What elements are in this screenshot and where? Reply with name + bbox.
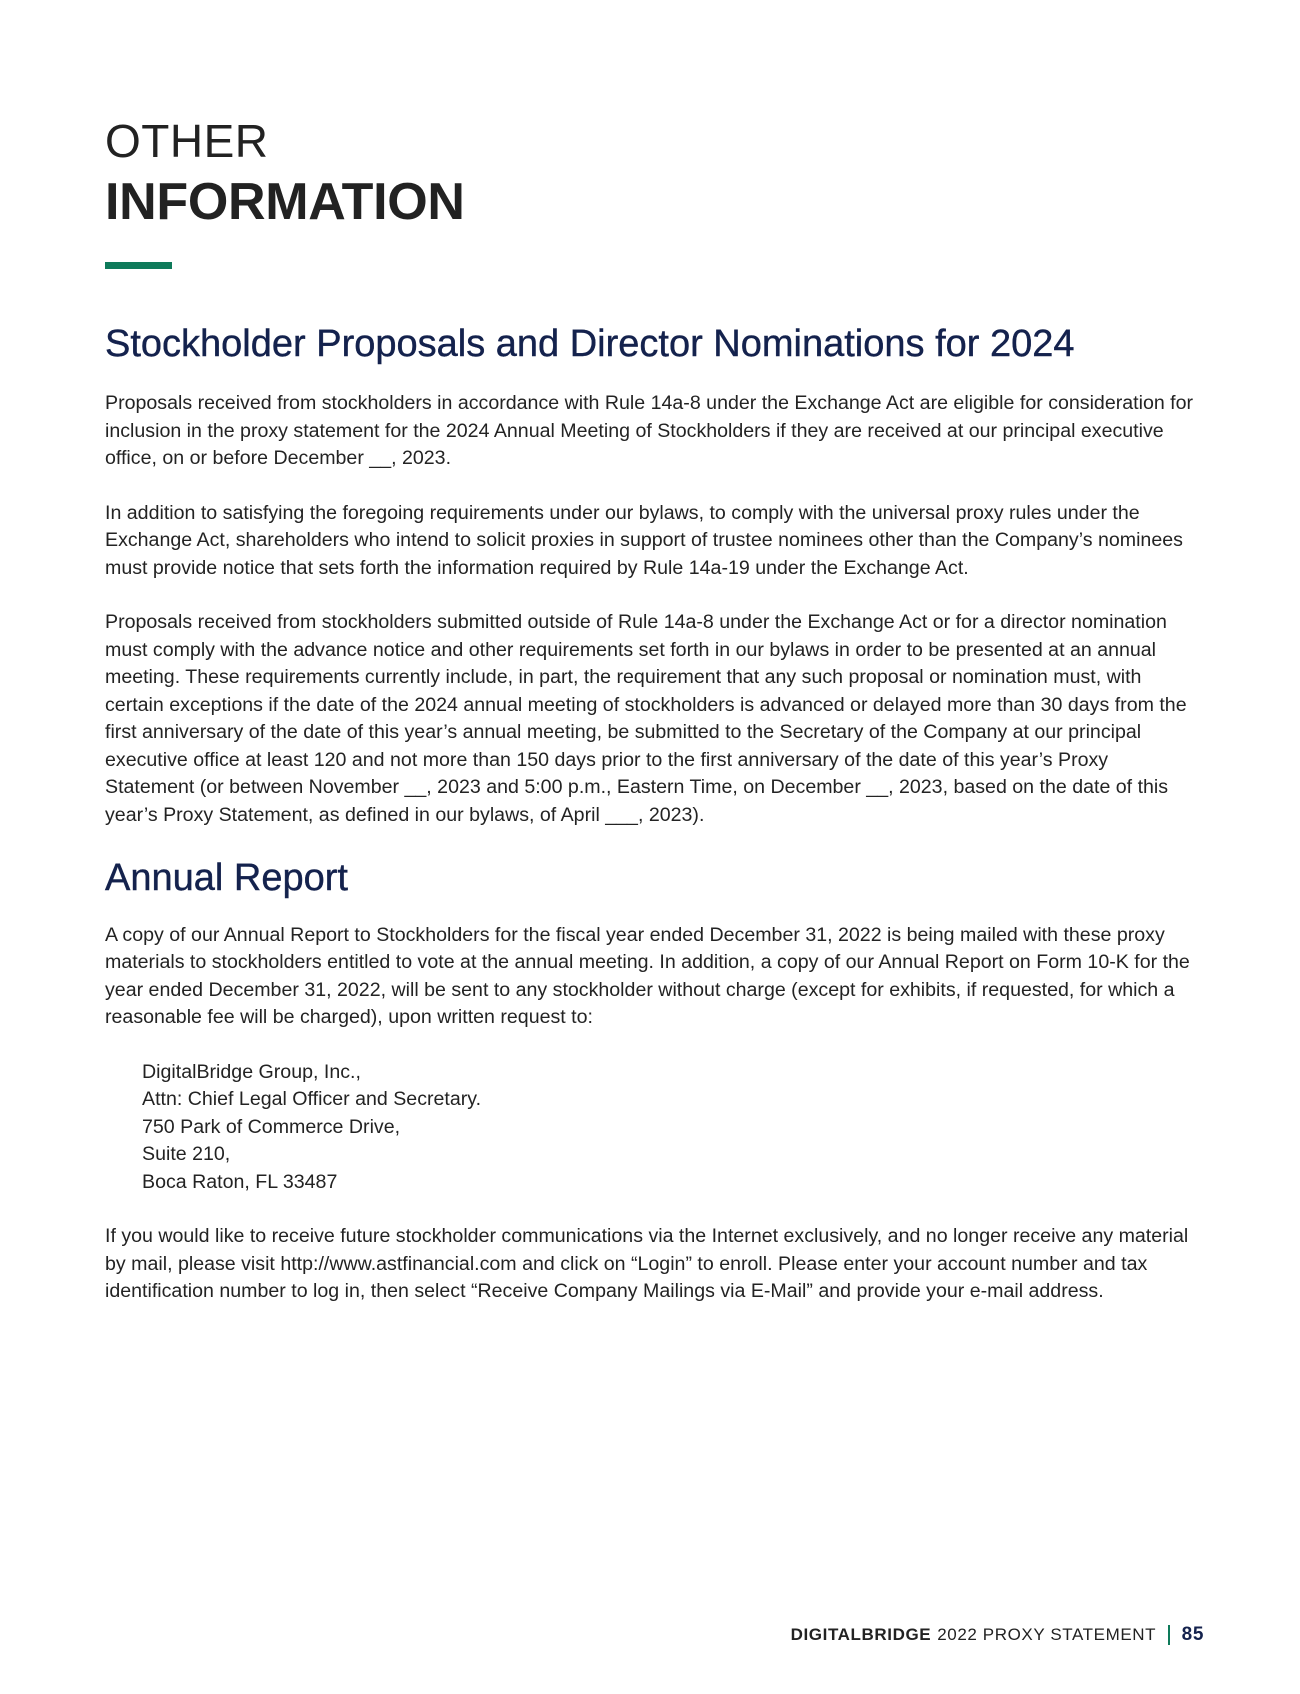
address-line-company: DigitalBridge Group, Inc., bbox=[142, 1060, 361, 1083]
page-footer bbox=[791, 1624, 1204, 1646]
address-line-street: 750 Park of Commerce Drive, bbox=[142, 1115, 401, 1138]
document-page bbox=[105, 112, 1200, 1306]
annual-report-intro: A copy of our Annual Report to Stockholders for the fiscal year ended December 31, 2022 is being mailed with these proxy materials to stockholders entitled to vote at the annual meeting. In addition, a copy of our Annual Report on Form 10-K for the year ended December 31, 2022, will be sent to any stockholder without charge (except for exhibits, if requested, for which a reasonable fee will be charged), upon written request to: bbox=[105, 923, 1190, 1029]
footer-doc-title: 2022 PROXY STATEMENT bbox=[937, 1625, 1157, 1644]
page-number: 85 bbox=[1181, 1624, 1204, 1645]
page-title-line1: OTHER bbox=[105, 115, 269, 167]
address-line-city: Boca Raton, FL 33487 bbox=[142, 1170, 338, 1193]
title-accent-rule bbox=[105, 262, 172, 269]
page-title-line2: INFORMATION bbox=[105, 173, 465, 231]
section-heading-annual-report: Annual Report bbox=[105, 857, 348, 900]
address-line-attn: Attn: Chief Legal Officer and Secretary. bbox=[142, 1088, 482, 1111]
proposals-paragraph-1: Proposals received from stockholders in accordance with Rule 14a-8 under the Exchange Act are eligible for consideration for inclusion in the proxy statement for the 2024 Annual Meeting of Stockholders if they are received at our principal executive office, on or before December __, 2023. bbox=[105, 392, 1194, 470]
section-heading-proposals: Stockholder Proposals and Director Nominations for 2024 bbox=[105, 323, 1075, 365]
annual-report-closing: If you would like to receive future stockholder communications via the Internet exclusively, and no longer receive any material by mail, please visit http://www.astfinancial.com and click on “Login” to enroll. Please enter your account number and tax identification number to log in, then select “Receive Company Mailings via E-Mail” and provide your e-mail address. bbox=[105, 1225, 1189, 1303]
address-line-suite: Suite 210, bbox=[142, 1143, 231, 1166]
footer-brand: DIGITALBRIDGE bbox=[790, 1625, 932, 1644]
proposals-paragraph-2: In addition to satisfying the foregoing requirements under our bylaws, to comply with the universal proxy rules under the Exchange Act, shareholders who intend to solicit proxies in support of trustee nominees other than the Company’s nominees must provide notice that sets forth the information required by Rule 14a-19 under the Exchange Act. bbox=[105, 501, 1183, 579]
footer-separator bbox=[1168, 1625, 1170, 1645]
mailing-address bbox=[142, 1059, 1200, 1197]
proposals-paragraph-3: Proposals received from stockholders submitted outside of Rule 14a-8 under the Exchange Act or for a director nomination must comply with the advance notice and other requirements set forth in our bylaws in order to be presented at an annual meeting. These requirements currently include, in part, the requirement that any such proposal or nomination must, with certain exceptions if the date of the 2024 annual meeting of stockholders is advanced or delayed more than 30 days from the first anniversary of the date of this year’s annual meeting, be submitted to the Secretary of the Company at our principal executive office at least 120 and not more than 150 days prior to the first anniversary of the date of this year’s Proxy Statement (or between November __, 2023 and 5:00 p.m., Eastern Time, on December __, 2023, based on the date of this year’s Proxy Statement, as defined in our bylaws, of April ___, 2023). bbox=[105, 611, 1187, 826]
